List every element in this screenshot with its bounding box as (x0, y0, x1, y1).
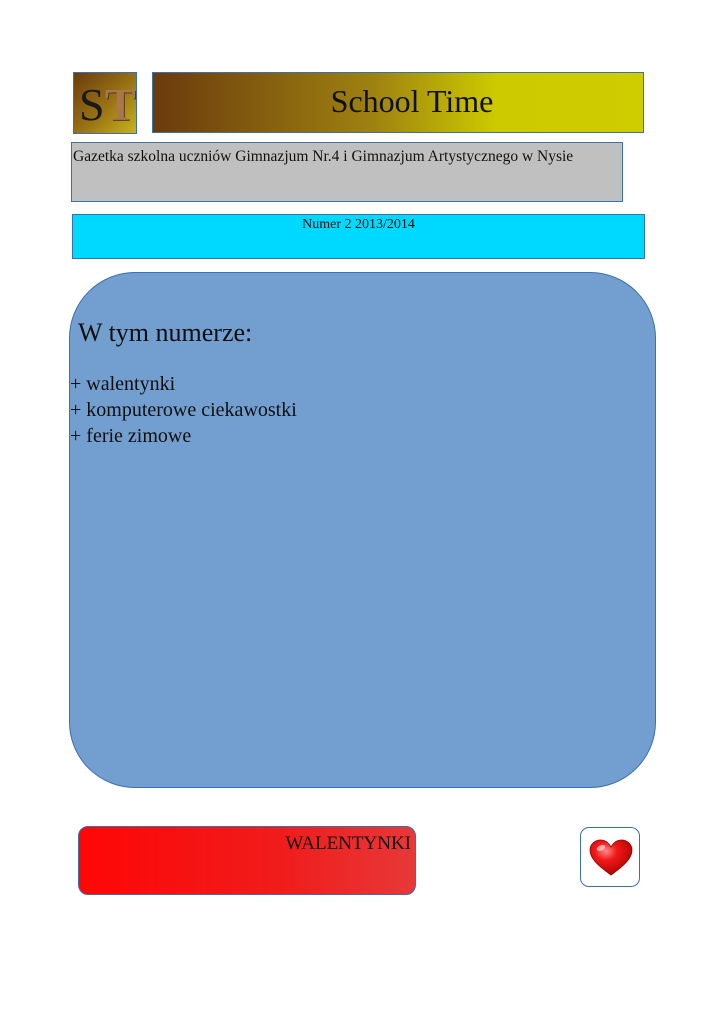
title-banner (152, 72, 644, 133)
section-title: WALENTYNKI (285, 833, 411, 854)
school-time-logo (73, 72, 137, 134)
list-item: + ferie zimowe (70, 425, 192, 447)
heart-frame (580, 827, 640, 887)
contents-panel (69, 272, 656, 788)
list-item: + walentynki (70, 373, 176, 395)
page-subtitle: Gazetka szkolna uczniów Gimnazjum Nr.4 i Gimnazjum Artystycznego w Nysie (73, 148, 574, 165)
logo-letter-s: S (79, 79, 105, 130)
list-item: + komputerowe ciekawostki (70, 399, 297, 421)
subtitle-banner (71, 142, 623, 202)
heart-icon (589, 839, 633, 877)
issue-banner (72, 214, 645, 259)
issue-number: Numer 2 2013/2014 (302, 217, 415, 232)
contents-heading: W tym numerze: (78, 318, 253, 347)
contents-list (70, 371, 297, 449)
valentine-section-banner (78, 826, 416, 895)
logo-letter-t: T (105, 79, 136, 130)
page-title: School Time (330, 83, 494, 119)
